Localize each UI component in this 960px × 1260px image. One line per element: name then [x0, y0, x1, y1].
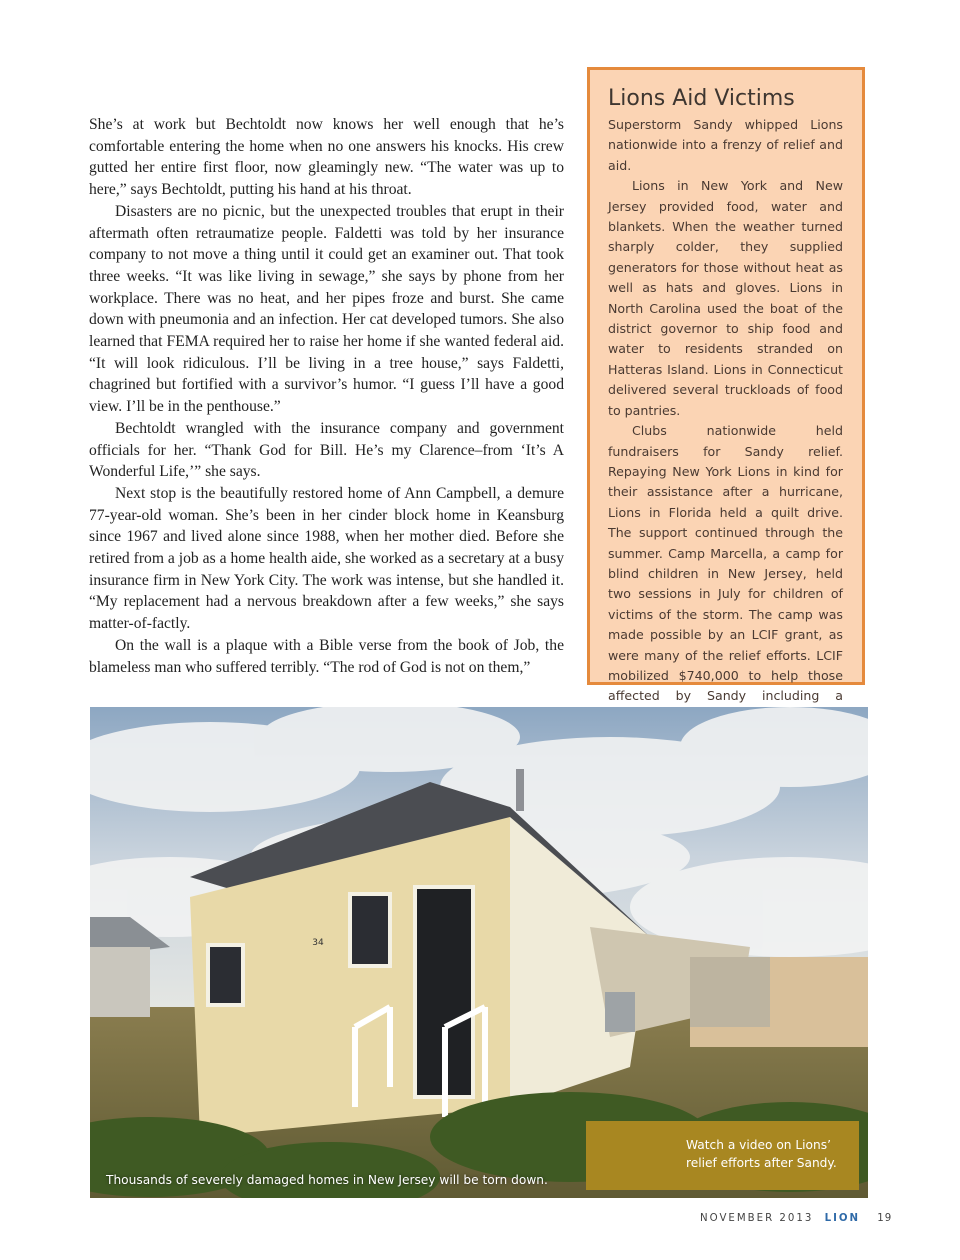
video-link-text[interactable]: Watch a video on Lions’ relief efforts after Sandy.: [686, 1138, 837, 1170]
article-paragraph: Bechtoldt wrangled with the insurance company and government officials for her. “Thank God for Bill. He’s my Clarence–from ‘It’s A Wonderful Life,’” she says.: [89, 419, 564, 481]
article-paragraph: Disasters are no picnic, but the unexpected troubles that erupt in their aftermath often retraumatize people. Faldetti was told by her insurance company to not move a thing until it could get an examiner out. That took three weeks. “It was like living in sewage,” she says by phone from her workplace. There was no heat, and her pipes froze and burst. She came down with pneumonia and an infection. Her cat developed tumors. She also learned that FEMA required her to raise her home if she wanted federal aid. “It will look ridiculous. I’ll be living in a tree house,” says Faldetti, chagrined but fortified with a survivor’s humor. “I guess I’ll have a good view. I’ll be in the penthouse.”: [89, 202, 564, 416]
sidebar-paragraph: Lions in New York and New Jersey provided food, water and blankets. When the weather turned sharply colder, they supplied generators for those without heat as well as hats and gloves. Lions in North Carolina used the boat of the district governor to ship food and water to residents stranded on Hatteras Island. Lions in Connecticut delivered several truckloads of food to pantries.: [608, 178, 843, 418]
article-paragraph: On the wall is a plaque with a Bible verse from the book of Job, the blameless man who suffered terribly. “The rod of God is not on them,”: [89, 636, 564, 676]
footer-page-number: 19: [877, 1213, 893, 1224]
utility-meter: [605, 992, 635, 1032]
footer-brand: LION: [824, 1213, 861, 1224]
article-body: [89, 114, 564, 678]
window-left: [208, 945, 243, 1005]
sidebar-box: [587, 67, 865, 704]
window-mid: [350, 894, 390, 966]
chimney-pipe: [516, 769, 524, 811]
page-footer: [700, 1213, 892, 1224]
footer-issue: NOVEMBER 2013: [700, 1213, 814, 1224]
house-number: 34: [312, 938, 324, 948]
neighbor-house: [90, 947, 150, 1017]
video-link-box[interactable]: [586, 1121, 859, 1190]
sidebar-paragraph: Superstorm Sandy whipped Lions nationwide into a frenzy of relief and aid.: [608, 117, 843, 173]
sidebar-title: Lions Aid Victims: [608, 86, 795, 111]
photo-caption: Thousands of severely damaged homes in New Jersey will be torn down.: [106, 1173, 548, 1187]
article-paragraph: Next stop is the beautifully restored home of Ann Campbell, a demure 77-year-old woman. She’s been in her cinder block home in Keansburg since 1967 and lived alone since 1988, when her mother died. Before she retired from a job as a home health aide, she worked as a secretary at a busy insurance firm in New York City. The work was intense, but she handled it. “My replacement had a nervous breakdown after a few weeks,” she says matter-of-factly.: [89, 484, 564, 633]
article-paragraph: She’s at work but Bechtoldt now knows her well enough that he’s comfortable entering the home when no one answers his knocks. His crew gutted her entire first floor, now gleamingly new. “The water was up to here,” says Bechtoldt, putting his hand at his throat.: [89, 116, 564, 199]
side-shed: [690, 957, 770, 1027]
sidebar-paragraph: Clubs nationwide held fundraisers for Sandy relief. Repaying New York Lions in kind for their assistance after a hurricane, Lions in Florida held a quilt drive. The support continued through the summer. Camp Marcella, a camp for blind children in New Jersey, held two sessions in July for children of victims of the storm. The camp was made possible by an LCIF grant, as were many of the relief efforts. LCIF mobilized $740,000 to help those affected by Sandy including a: [608, 423, 843, 704]
